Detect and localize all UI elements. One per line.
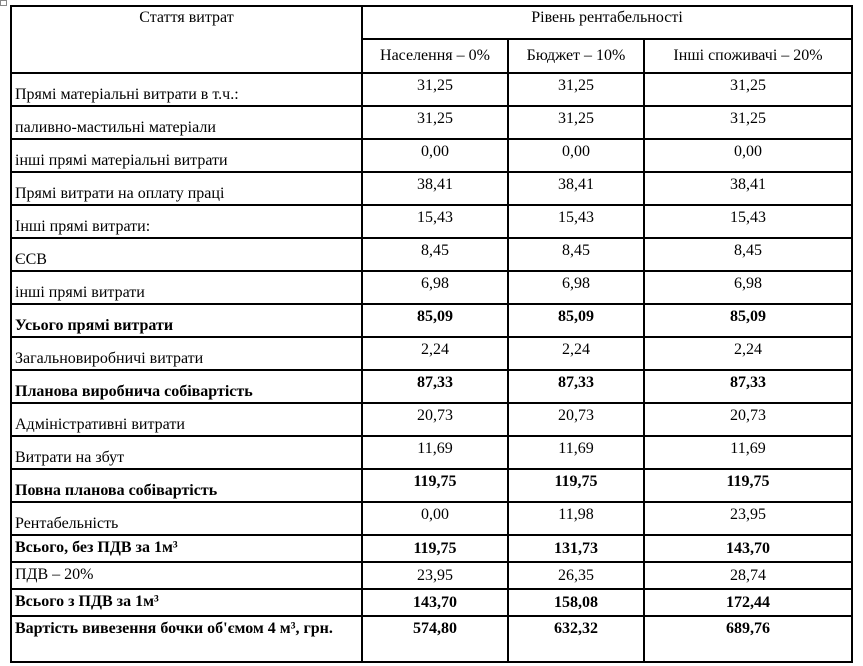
cell-budget: 632,32 (508, 616, 644, 662)
cell-population: 0,00 (362, 139, 508, 172)
row-label: Рентабельність (11, 502, 362, 535)
cell-population: 2,24 (362, 337, 508, 370)
cell-other: 38,41 (644, 172, 852, 205)
table-row (11, 172, 852, 205)
cell-budget: 0,00 (508, 139, 644, 172)
cell-other: 31,25 (644, 106, 852, 139)
table-row (11, 205, 852, 238)
cell-population: 8,45 (362, 238, 508, 271)
row-label: інші прямі матеріальні витрати (11, 139, 362, 172)
cell-budget: 31,25 (508, 106, 644, 139)
table-row-total (11, 469, 852, 502)
row-label: Загальновиробничі витрати (11, 337, 362, 370)
cell-other: 23,95 (644, 502, 852, 535)
cell-other: 20,73 (644, 403, 852, 436)
row-label: Всього, без ПДВ за 1м³ (11, 535, 362, 562)
table-row (11, 139, 852, 172)
cell-other: 85,09 (644, 304, 852, 337)
cell-budget: 85,09 (508, 304, 644, 337)
table-row (11, 337, 852, 370)
cell-other: 28,74 (644, 562, 852, 589)
header-row-1 (11, 6, 852, 39)
cell-other: 8,45 (644, 238, 852, 271)
cell-other: 31,25 (644, 73, 852, 106)
cell-budget: 119,75 (508, 469, 644, 502)
column-header-population: Населення – 0% (362, 39, 508, 73)
row-label: Адміністративні витрати (11, 403, 362, 436)
cell-population: 0,00 (362, 502, 508, 535)
cell-population: 20,73 (362, 403, 508, 436)
cell-budget: 38,41 (508, 172, 644, 205)
cell-other: 2,24 (644, 337, 852, 370)
cell-population: 11,69 (362, 436, 508, 469)
row-label: інші прямі витрати (11, 271, 362, 304)
cell-budget: 158,08 (508, 589, 644, 616)
row-label: Витрати на збут (11, 436, 362, 469)
cell-budget: 20,73 (508, 403, 644, 436)
cell-other: 143,70 (644, 535, 852, 562)
cell-other: 119,75 (644, 469, 852, 502)
cell-other: 11,69 (644, 436, 852, 469)
table-row (11, 73, 852, 106)
cell-population: 87,33 (362, 370, 508, 403)
item-column-header: Стаття витрат (11, 6, 362, 73)
table-row-total (11, 589, 852, 616)
cell-population: 15,43 (362, 205, 508, 238)
table-row (11, 106, 852, 139)
row-label: Прямі матеріальні витрати в т.ч.: (11, 73, 362, 106)
cell-population: 38,41 (362, 172, 508, 205)
row-label: Усього прямі витрати (11, 304, 362, 337)
table-row-total (11, 616, 852, 662)
cell-budget: 31,25 (508, 73, 644, 106)
row-label: Прямі витрати на оплату праці (11, 172, 362, 205)
cell-population: 31,25 (362, 73, 508, 106)
cell-other: 0,00 (644, 139, 852, 172)
cell-other: 689,76 (644, 616, 852, 662)
row-label: ПДВ – 20% (11, 562, 362, 589)
cell-population: 119,75 (362, 469, 508, 502)
table-row (11, 271, 852, 304)
cell-other: 15,43 (644, 205, 852, 238)
cell-budget: 15,43 (508, 205, 644, 238)
cell-budget: 26,35 (508, 562, 644, 589)
table-row (11, 238, 852, 271)
table-row-total (11, 370, 852, 403)
row-label: Інші прямі витрати: (11, 205, 362, 238)
cell-other: 172,44 (644, 589, 852, 616)
cell-population: 23,95 (362, 562, 508, 589)
table-row (11, 562, 852, 589)
table-row (11, 403, 852, 436)
cost-table (10, 5, 853, 663)
column-header-other-consumers: Інші споживачі – 20% (644, 39, 852, 73)
row-label: Повна планова собівартість (11, 469, 362, 502)
cell-population: 143,70 (362, 589, 508, 616)
cell-budget: 87,33 (508, 370, 644, 403)
cell-population: 574,80 (362, 616, 508, 662)
cell-budget: 6,98 (508, 271, 644, 304)
cell-population: 119,75 (362, 535, 508, 562)
table-row (11, 502, 852, 535)
row-label: ЄСВ (11, 238, 362, 271)
cell-other: 6,98 (644, 271, 852, 304)
cell-other: 87,33 (644, 370, 852, 403)
cell-budget: 11,98 (508, 502, 644, 535)
profitability-group-header: Рівень рентабельності (362, 6, 852, 39)
row-label: паливно-мастильні матеріали (11, 106, 362, 139)
cell-population: 31,25 (362, 106, 508, 139)
cell-budget: 131,73 (508, 535, 644, 562)
row-label: Всього з ПДВ за 1м³ (11, 589, 362, 616)
row-label: Вартість вивезення бочки об'ємом 4 м³, грн. (11, 616, 362, 662)
column-header-budget: Бюджет – 10% (508, 39, 644, 73)
table-move-handle[interactable] (0, 0, 7, 6)
row-label: Планова виробнича собівартість (11, 370, 362, 403)
cell-population: 85,09 (362, 304, 508, 337)
table-row-total (11, 304, 852, 337)
cell-population: 6,98 (362, 271, 508, 304)
cell-budget: 2,24 (508, 337, 644, 370)
cell-budget: 11,69 (508, 436, 644, 469)
table-row-total (11, 535, 852, 562)
table-row (11, 436, 852, 469)
cell-budget: 8,45 (508, 238, 644, 271)
